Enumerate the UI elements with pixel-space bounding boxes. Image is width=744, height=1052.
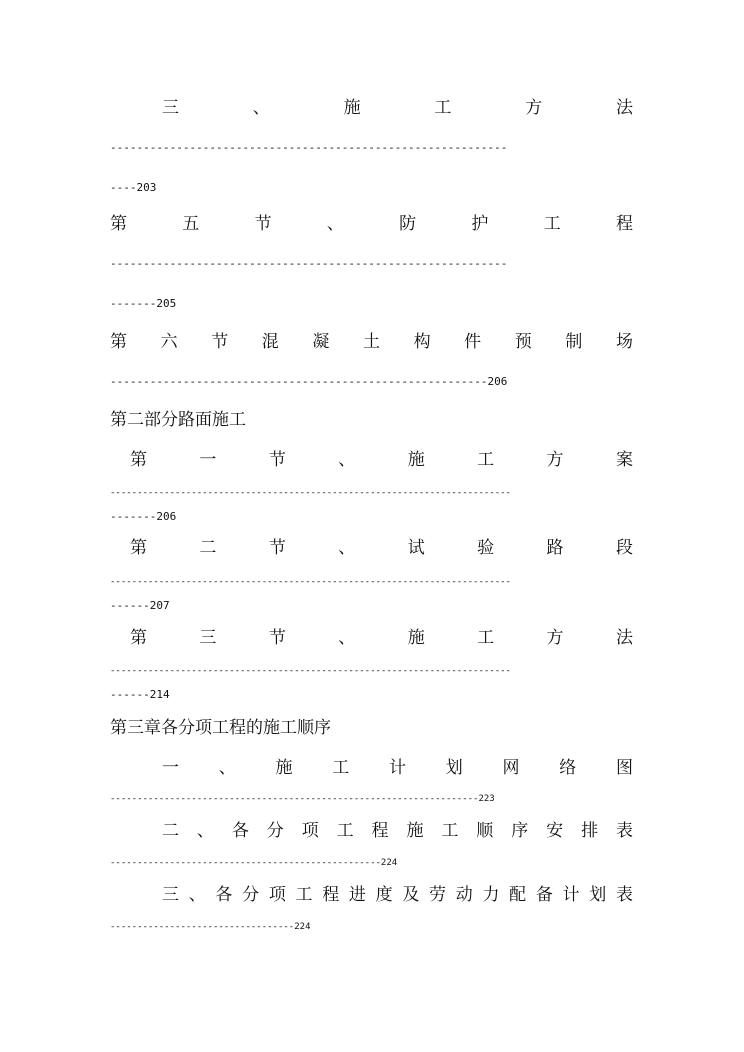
title-char: 施 <box>275 758 293 778</box>
title-char: 节 <box>268 538 286 558</box>
title-char: 工 <box>332 758 350 778</box>
title-char: 划 <box>445 758 463 778</box>
section-heading: 第二部分路面施工 <box>110 410 246 430</box>
toc-entry-title <box>162 757 633 779</box>
title-char: 顺 <box>476 821 494 841</box>
title-char: 施 <box>407 628 425 648</box>
title-char: 络 <box>559 758 577 778</box>
title-char: 试 <box>407 538 425 558</box>
title-char: 制 <box>565 332 583 352</box>
title-char: 二 <box>199 538 217 558</box>
title-char: 混 <box>261 332 279 352</box>
title-char: 节 <box>211 332 229 352</box>
title-char: 、 <box>188 885 206 905</box>
title-char: 一 <box>199 450 217 470</box>
title-char: 施 <box>343 98 361 118</box>
title-char: 、 <box>252 98 270 118</box>
toc-entry-title <box>162 97 633 119</box>
title-char: 节 <box>254 214 272 234</box>
title-char: 、 <box>338 450 356 470</box>
toc-page-number: ------214 <box>110 688 170 701</box>
title-char: 工 <box>477 450 495 470</box>
title-char: 备 <box>535 885 553 905</box>
title-char: 、 <box>326 214 344 234</box>
title-char: 防 <box>399 214 417 234</box>
title-char: 、 <box>338 628 356 648</box>
title-char: 一 <box>162 758 179 778</box>
title-char: 划 <box>589 885 607 905</box>
section-heading: 第三章各分项工程的施工顺序 <box>110 718 331 738</box>
toc-leader: -------------------------------------------------------------------------- <box>110 488 511 498</box>
title-char: 施 <box>406 821 424 841</box>
title-char: 工 <box>543 214 561 234</box>
title-char: 及 <box>402 885 420 905</box>
toc-page-number: ------207 <box>110 599 170 612</box>
toc-entry-title <box>110 213 633 235</box>
title-char: 场 <box>615 332 633 352</box>
toc-entry-title <box>130 537 633 559</box>
toc-entry-title <box>162 820 633 842</box>
title-char: 工 <box>441 821 459 841</box>
title-char: 构 <box>413 332 431 352</box>
title-char: 表 <box>615 821 633 841</box>
toc-leader-with-page: ----------------------------------224 <box>110 922 311 932</box>
toc-page-number: -------205 <box>110 297 177 310</box>
title-char: 各 <box>215 885 233 905</box>
title-char: 序 <box>511 821 529 841</box>
title-char: 件 <box>464 332 482 352</box>
toc-leader-with-page: ---------------------------------------------------------206 <box>110 375 508 388</box>
title-char: 节 <box>268 628 286 648</box>
toc-leader: ------------------------------------------------------------ <box>110 257 508 270</box>
title-char: 进 <box>348 885 366 905</box>
title-char: 劳 <box>429 885 447 905</box>
title-char: 程 <box>615 214 633 234</box>
title-char: 配 <box>509 885 527 905</box>
title-char: 案 <box>615 450 633 470</box>
title-char: 、 <box>338 538 356 558</box>
title-char: 计 <box>562 885 580 905</box>
toc-entry-title <box>130 627 633 649</box>
title-char: 第 <box>110 214 127 234</box>
title-char: 三 <box>199 628 217 648</box>
title-char: 护 <box>471 214 489 234</box>
toc-entry-title <box>110 331 633 353</box>
title-char: 力 <box>482 885 500 905</box>
title-char: 、 <box>218 758 236 778</box>
title-char: 方 <box>546 450 564 470</box>
toc-leader: ------------------------------------------------------------ <box>110 141 508 154</box>
title-char: 动 <box>455 885 473 905</box>
title-char: 六 <box>160 332 178 352</box>
title-char: 法 <box>615 98 633 118</box>
title-char: 节 <box>268 450 286 470</box>
title-char: 法 <box>615 628 633 648</box>
title-char: 工 <box>336 821 354 841</box>
title-char: 方 <box>546 628 564 648</box>
toc-leader-with-page: --------------------------------------------------224 <box>110 858 398 868</box>
title-char: 第 <box>130 628 147 648</box>
title-char: 第 <box>130 538 147 558</box>
title-char: 工 <box>477 628 495 648</box>
toc-page-number: -------206 <box>110 510 177 523</box>
toc-entry-title <box>162 884 633 906</box>
title-char: 程 <box>322 885 340 905</box>
toc-page-number: ----203 <box>110 181 157 194</box>
title-char: 三 <box>162 885 179 905</box>
title-char: 土 <box>362 332 380 352</box>
title-char: 施 <box>407 450 425 470</box>
title-char: 、 <box>196 821 214 841</box>
toc-leader: -------------------------------------------------------------------------- <box>110 666 511 676</box>
title-char: 预 <box>514 332 532 352</box>
title-char: 项 <box>301 821 319 841</box>
title-char: 五 <box>182 214 200 234</box>
title-char: 段 <box>615 538 633 558</box>
title-char: 各 <box>231 821 249 841</box>
title-char: 三 <box>162 98 179 118</box>
toc-entry-title <box>130 449 633 471</box>
toc-leader-with-page: --------------------------------------------------------------------223 <box>110 794 495 804</box>
title-char: 凝 <box>312 332 330 352</box>
title-char: 工 <box>434 98 452 118</box>
title-char: 二 <box>162 821 179 841</box>
title-char: 安 <box>546 821 564 841</box>
title-char: 网 <box>502 758 520 778</box>
title-char: 计 <box>389 758 406 778</box>
title-char: 第 <box>110 332 127 352</box>
title-char: 验 <box>477 538 495 558</box>
title-char: 排 <box>581 821 599 841</box>
title-char: 程 <box>371 821 389 841</box>
title-char: 项 <box>268 885 286 905</box>
toc-leader: -------------------------------------------------------------------------- <box>110 577 511 587</box>
title-char: 度 <box>375 885 393 905</box>
title-char: 图 <box>616 758 633 778</box>
title-char: 路 <box>546 538 564 558</box>
title-char: 分 <box>242 885 260 905</box>
title-char: 第 <box>130 450 147 470</box>
title-char: 方 <box>525 98 543 118</box>
title-char: 表 <box>615 885 633 905</box>
title-char: 分 <box>266 821 284 841</box>
title-char: 工 <box>295 885 313 905</box>
